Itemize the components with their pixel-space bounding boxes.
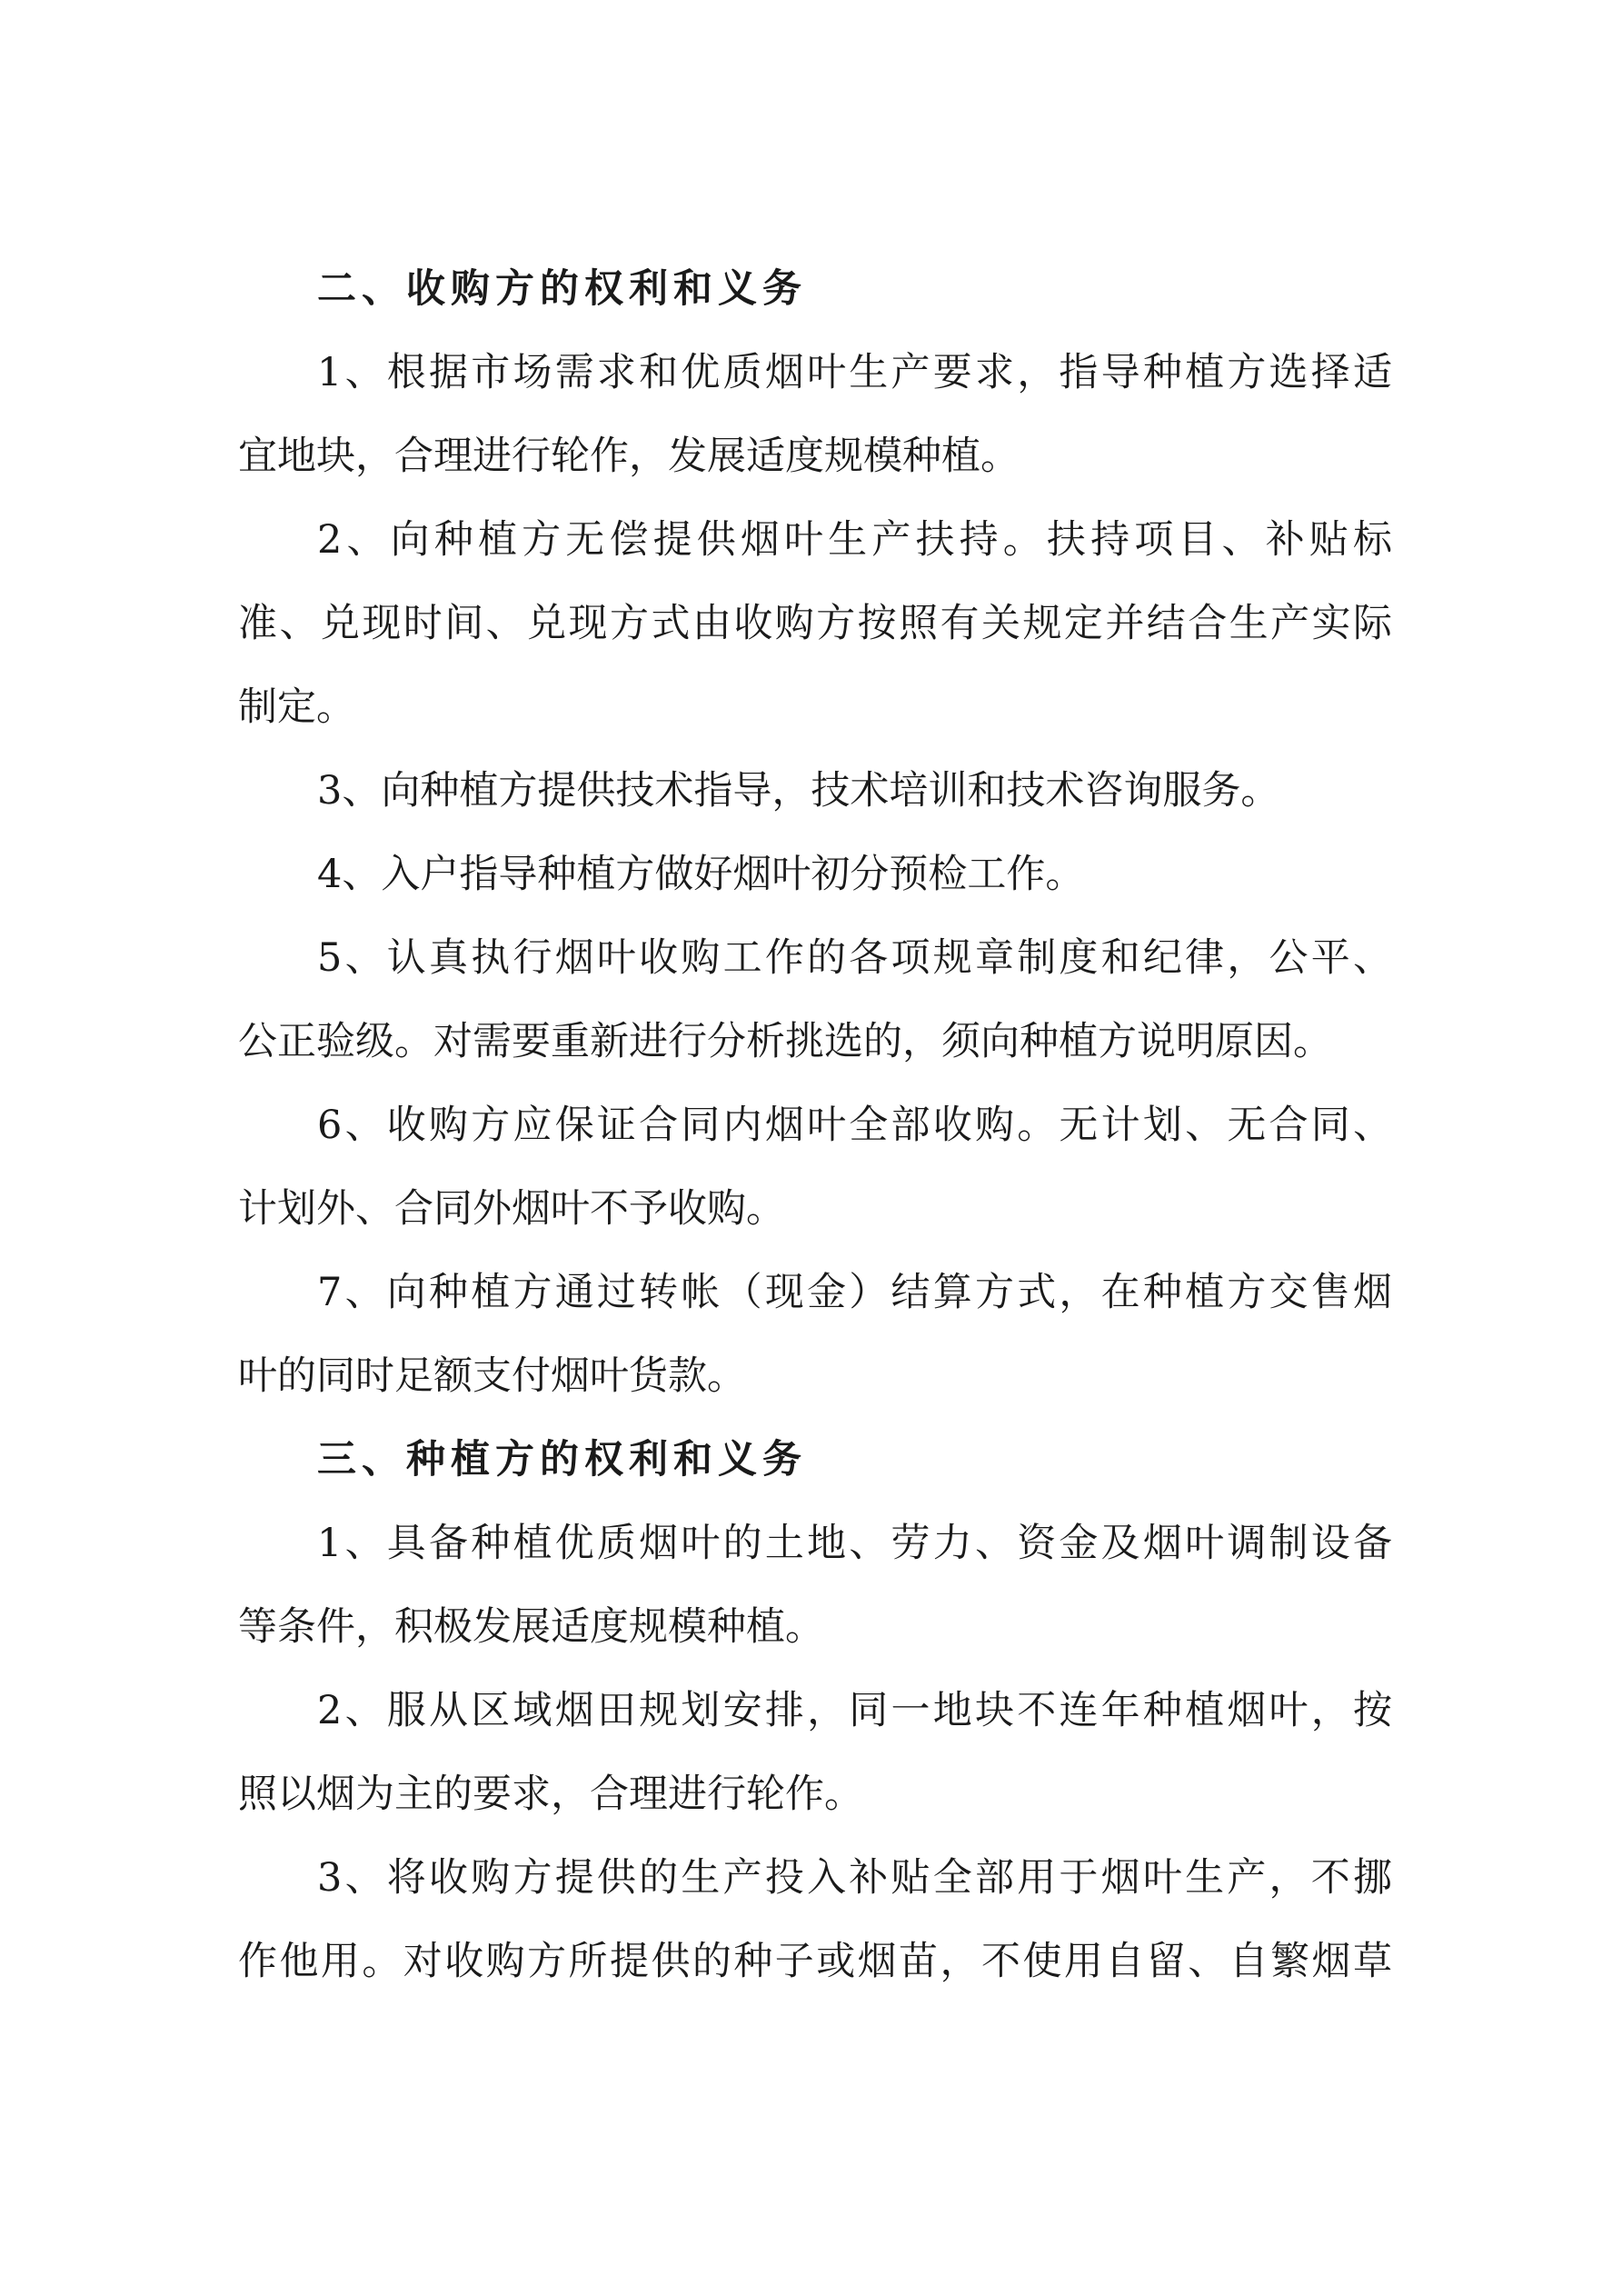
buyer-clause-5-line-1: 5、认真执行烟叶收购工作的各项规章制度和纪律，公平、 [317,935,1392,981]
buyer-clause-6-line-2: 计划外、合同外烟叶不予收购。 [238,1186,785,1232]
grower-clause-2-line-1: 2、服从区域烟田规划安排，同一地块不连年种植烟叶，按 [317,1688,1392,1733]
buyer-clause-1-line-2: 宜地块，合理进行轮作，发展适度规模种植。 [238,434,1020,479]
buyer-clause-4: 4、入户指导种植方做好烟叶初分预检工作。 [317,852,1085,897]
document-body [238,247,1392,2003]
buyer-clause-5-line-2: 公正验级。对需要重新进行分析挑选的，须向种植方说明原因。 [238,1019,1332,1064]
section-heading-buyer: 二、收购方的权利和义务 [317,266,807,312]
buyer-clause-6-line-1: 6、收购方应保证合同内烟叶全部收购。无计划、无合同、 [317,1103,1392,1148]
buyer-clause-2-line-3: 制定。 [238,684,355,730]
grower-clause-3-line-2: 作他用。对收购方所提供的种子或烟苗，不使用自留、自繁烟草 [238,1939,1392,1984]
grower-clause-1-line-2: 等条件，积极发展适度规模种植。 [238,1604,824,1650]
grower-clause-1-line-1: 1、具备种植优质烟叶的土地、劳力、资金及烟叶调制设备 [317,1521,1392,1566]
buyer-clause-2-line-2: 准、兑现时间、兑现方式由收购方按照有关规定并结合生产实际 [238,601,1392,646]
grower-clause-3-line-1: 3、将收购方提供的生产投入补贴全部用于烟叶生产，不挪 [317,1855,1392,1901]
buyer-clause-2-line-1: 2、向种植方无偿提供烟叶生产扶持。扶持项目、补贴标 [317,517,1392,563]
buyer-clause-3: 3、向种植方提供技术指导，技术培训和技术咨询服务。 [317,768,1280,814]
buyer-clause-1-line-1: 1、根据市场需求和优质烟叶生产要求，指导种植方选择适 [317,350,1392,395]
buyer-clause-7-line-1: 7、向种植方通过转帐（现金）结算方式，在种植方交售烟 [317,1270,1392,1315]
grower-clause-2-line-2: 照以烟为主的要求，合理进行轮作。 [238,1772,863,1817]
section-heading-grower: 三、种植方的权利和义务 [317,1437,807,1482]
buyer-clause-7-line-2: 叶的同时足额支付烟叶货款。 [238,1353,746,1399]
